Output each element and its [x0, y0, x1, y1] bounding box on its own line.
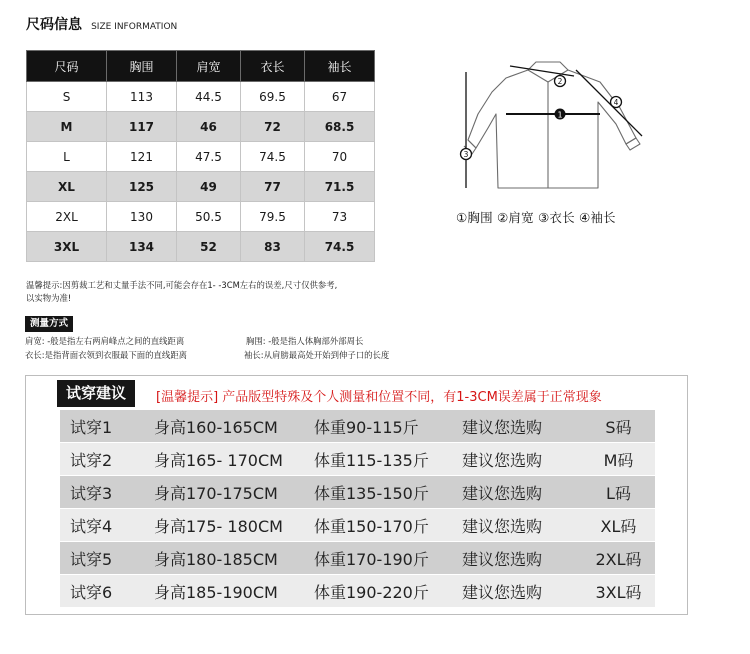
fit-cell: M码	[582, 443, 655, 476]
size-row	[27, 82, 375, 112]
fit-cell: 体重90-115斤	[314, 410, 462, 443]
marker-4	[611, 97, 622, 108]
chest-definition: 胸围: -般是指人体胸部外部周长	[246, 336, 364, 346]
size-cell: 117	[107, 112, 177, 142]
size-cell: 71.5	[305, 172, 375, 202]
marker-2-label: 2	[557, 77, 563, 86]
fit-row	[60, 542, 655, 575]
size-row	[27, 172, 375, 202]
fit-cell: 试穿4	[60, 509, 154, 542]
fit-cell: 建议您选购	[462, 575, 582, 608]
fit-cell: 建议您选购	[462, 476, 582, 509]
fit-row	[60, 476, 655, 509]
header-title-en: SIZE INFORMATION	[91, 22, 178, 32]
marker-3	[461, 149, 472, 160]
fit-row	[60, 443, 655, 476]
fit-cell: 试穿1	[60, 410, 154, 443]
size-cell: 79.5	[241, 202, 305, 232]
size-cell: XL	[27, 172, 107, 202]
fit-cell: 建议您选购	[462, 542, 582, 575]
fit-tip-text: [温馨提示] 产品版型特殊及个人测量和位置不同，有1-3CM误差属于正常现象	[156, 390, 602, 405]
size-cell: M	[27, 112, 107, 142]
size-cell: 77	[241, 172, 305, 202]
fit-cell: 试穿2	[60, 443, 154, 476]
size-row	[27, 112, 375, 142]
fit-cell: 2XL码	[582, 542, 655, 575]
size-cell: 47.5	[177, 142, 241, 172]
fit-row	[60, 509, 655, 542]
fit-cell: 建议您选购	[462, 443, 582, 476]
size-cell: 44.5	[177, 82, 241, 112]
shoulder-definition: 肩宽: -般是指左右两肩峰点之间的直线距离	[25, 336, 185, 346]
fit-cell: 试穿5	[60, 542, 154, 575]
size-cell: 74.5	[305, 232, 375, 262]
sleeve-definition: 袖长:从肩膀最高处开始到伸子口的长度	[244, 350, 390, 360]
disclaimer-note	[26, 279, 406, 304]
size-header-cell: 衣长	[241, 51, 305, 82]
fit-row	[60, 575, 655, 608]
fit-cell: 建议您选购	[462, 410, 582, 443]
fit-cell: 身高185-190CM	[154, 575, 314, 608]
size-cell: 52	[177, 232, 241, 262]
sleeve-measure-line	[576, 70, 642, 136]
fit-cell: 体重170-190斤	[314, 542, 462, 575]
marker-1-label: 1	[557, 110, 563, 120]
fit-cell: 体重190-220斤	[314, 575, 462, 608]
fit-cell: 试穿3	[60, 476, 154, 509]
size-row	[27, 202, 375, 232]
size-header-cell: 尺码	[27, 51, 107, 82]
disclaimer-line-2: 以实物为准!	[26, 292, 72, 303]
length-definition: 衣长:是指背面衣领到衣服最下面的直线距离	[25, 350, 187, 360]
size-cell: 74.5	[241, 142, 305, 172]
fit-table	[60, 410, 655, 608]
size-table	[26, 50, 375, 262]
diagram-legend: ①胸围 ②肩宽 ③衣长 ④袖长	[456, 210, 616, 225]
fit-suggestion-title: 试穿建议	[57, 380, 135, 407]
size-cell: 130	[107, 202, 177, 232]
fit-cell: 试穿6	[60, 575, 154, 608]
size-cell: 46	[177, 112, 241, 142]
size-cell: 49	[177, 172, 241, 202]
marker-2	[555, 76, 566, 87]
size-cell: 3XL	[27, 232, 107, 262]
fit-cell: L码	[582, 476, 655, 509]
size-cell: 134	[107, 232, 177, 262]
size-table-header-row	[27, 51, 375, 82]
measure-method-tag: 测量方式	[25, 316, 73, 332]
disclaimer-line-1: 温馨提示:因剪裁工艺和丈量手法不同,可能会存在1- -3CM左右的误差,尺寸仅供参考,	[26, 280, 338, 290]
size-header-cell: 肩宽	[177, 51, 241, 82]
fit-cell: 体重135-150斤	[314, 476, 462, 509]
fit-cell: XL码	[582, 509, 655, 542]
size-cell: 125	[107, 172, 177, 202]
fit-cell: 体重150-170斤	[314, 509, 462, 542]
shirt-measurement-diagram	[450, 52, 662, 207]
fit-cell: 身高170-175CM	[154, 476, 314, 509]
size-cell: S	[27, 82, 107, 112]
size-cell: 121	[107, 142, 177, 172]
size-cell: 70	[305, 142, 375, 172]
size-cell: 73	[305, 202, 375, 232]
size-header-cell: 袖长	[305, 51, 375, 82]
marker-3-label: 3	[463, 150, 469, 159]
fit-cell: 3XL码	[582, 575, 655, 608]
size-cell: 83	[241, 232, 305, 262]
header-title-cn: 尺码信息	[26, 17, 82, 33]
marker-4-label: 4	[613, 98, 619, 107]
size-cell: 50.5	[177, 202, 241, 232]
size-cell: 2XL	[27, 202, 107, 232]
fit-cell: 建议您选购	[462, 509, 582, 542]
size-cell: 67	[305, 82, 375, 112]
size-row	[27, 142, 375, 172]
size-cell: 69.5	[241, 82, 305, 112]
shirt-outline	[468, 70, 636, 188]
section-header	[26, 14, 177, 34]
size-cell: 113	[107, 82, 177, 112]
fit-cell: 体重115-135斤	[314, 443, 462, 476]
fit-cell: 身高160-165CM	[154, 410, 314, 443]
size-cell: L	[27, 142, 107, 172]
fit-cell: 身高165- 170CM	[154, 443, 314, 476]
size-header-cell: 胸围	[107, 51, 177, 82]
size-cell: 68.5	[305, 112, 375, 142]
size-row	[27, 232, 375, 262]
marker-1	[555, 109, 566, 120]
shirt-cuff-right	[626, 138, 640, 150]
fit-row	[60, 410, 655, 443]
fit-cell: 身高180-185CM	[154, 542, 314, 575]
fit-cell: 身高175- 180CM	[154, 509, 314, 542]
size-cell: 72	[241, 112, 305, 142]
fit-cell: S码	[582, 410, 655, 443]
shoulder-measure-line	[510, 66, 574, 76]
